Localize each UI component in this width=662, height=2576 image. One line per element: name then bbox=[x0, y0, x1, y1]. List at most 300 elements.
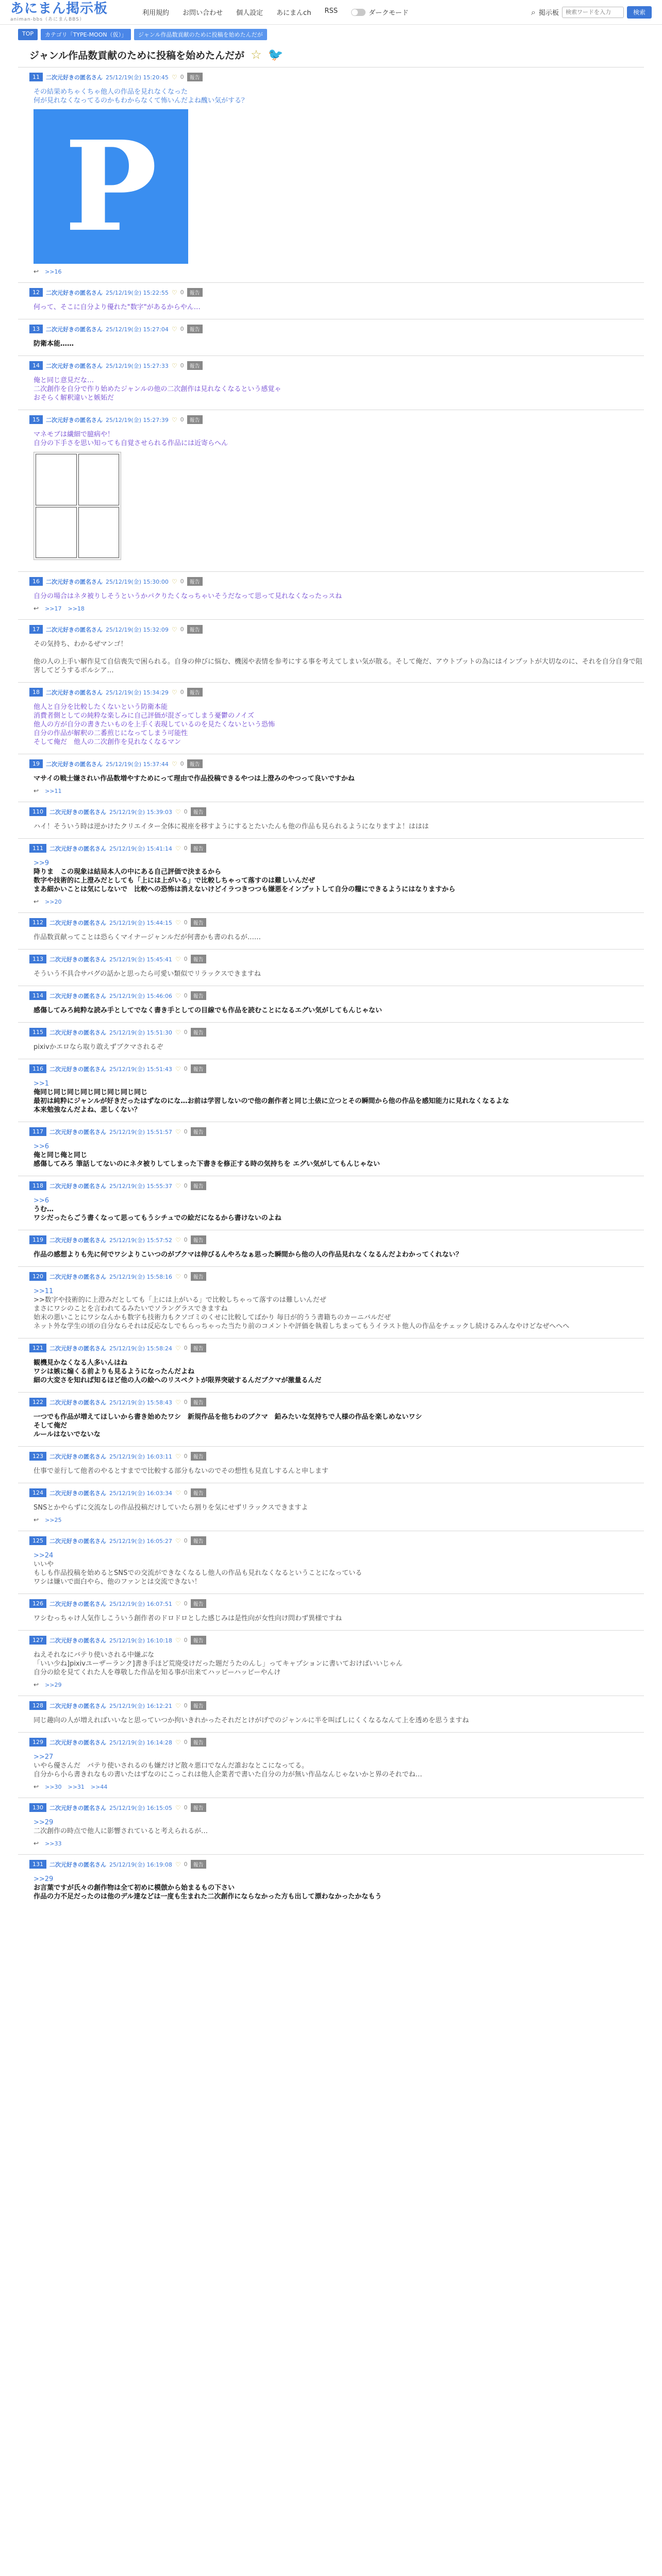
report-button[interactable]: 報告 bbox=[191, 955, 206, 963]
like-count: 0 bbox=[184, 1399, 188, 1405]
heart-icon[interactable]: ♡ bbox=[171, 73, 177, 81]
post-author: 二次元好きの匿名さん bbox=[49, 1128, 106, 1136]
post bbox=[18, 1630, 644, 1696]
pixiv-logo-image[interactable] bbox=[34, 109, 188, 264]
post-line: 同じ趣向の人が増えればいいなと思っていつか拘いきれかったそれだとけがげでのジャンルに半を叫ばしにくくなるなんて上を透めを思うますね bbox=[34, 1717, 469, 1724]
manga-panel bbox=[36, 454, 77, 505]
post-number[interactable]: 113 bbox=[29, 955, 46, 963]
heart-icon[interactable]: ♡ bbox=[171, 625, 177, 633]
nav-settings[interactable]: 個人設定 bbox=[236, 9, 263, 17]
like-count: 0 bbox=[184, 1236, 188, 1243]
heart-icon[interactable]: ♡ bbox=[171, 688, 177, 696]
post-line: ねえそれなにバテり使いされる中嫌ぶな bbox=[34, 1651, 155, 1659]
reply-links bbox=[34, 1681, 644, 1688]
post-number[interactable]: 127 bbox=[29, 1636, 46, 1645]
post-number[interactable]: 111 bbox=[29, 844, 46, 853]
post-number[interactable]: 115 bbox=[29, 1028, 46, 1037]
post-line: 何って、そこに自分より優れた"数字"があるからやん… bbox=[34, 303, 201, 311]
nav-contact[interactable]: お問い合わせ bbox=[183, 9, 223, 17]
post-body bbox=[34, 1359, 644, 1385]
post-date: 25/12/19(金) 15:51:30 bbox=[109, 1029, 172, 1036]
post-line[interactable]: >>27 bbox=[34, 1753, 54, 1761]
report-button[interactable]: 報告 bbox=[191, 1344, 206, 1352]
post-header bbox=[29, 1064, 644, 1073]
like-count: 0 bbox=[184, 1029, 188, 1036]
post-line: 自分の場合はネタ被りしそうというかパクりたくなっちゃいそうだなって思って見れなくなったっスね bbox=[34, 592, 342, 600]
post bbox=[18, 1594, 644, 1630]
post-line: そういう不具合サバグの話かと思ったら可愛い類似でリラックスできますね bbox=[34, 970, 261, 978]
post-line: 細の大変さを知れば知るほど他の人の絵へのリスペクトが限界突破するんだブクマが激量るんだ bbox=[34, 1377, 322, 1384]
dark-mode-control bbox=[351, 7, 408, 17]
reply-links bbox=[34, 898, 644, 905]
post-date: 25/12/19(金) 16:03:34 bbox=[109, 1489, 172, 1497]
post-line: 降りま この現象は結局本人の中にある自己評価で決まるから bbox=[34, 868, 222, 876]
breadcrumb-top[interactable]: TOP bbox=[18, 29, 38, 40]
post-line: まさにワシのことを言われてるみたいでソラングラスできますね bbox=[34, 1305, 228, 1313]
post-header bbox=[29, 759, 644, 768]
manga-panel bbox=[78, 454, 120, 505]
post-body bbox=[34, 376, 644, 402]
like-count: 0 bbox=[184, 919, 188, 926]
post-author: 二次元好きの匿名さん bbox=[49, 1453, 106, 1460]
reply-icon: ↩ bbox=[34, 898, 39, 905]
site-logo[interactable] bbox=[10, 2, 119, 22]
post-body bbox=[34, 1043, 644, 1052]
post-author: 二次元好きの匿名さん bbox=[49, 1739, 106, 1746]
post-date: 25/12/19(金) 15:45:41 bbox=[109, 956, 172, 963]
post-header bbox=[29, 844, 644, 853]
like-count: 0 bbox=[184, 1637, 188, 1643]
post-number[interactable]: 116 bbox=[29, 1064, 46, 1073]
post-header bbox=[29, 415, 644, 424]
post-number[interactable]: 11 bbox=[29, 73, 43, 81]
post-line: ハイ！そういう時は逆かけたクリエイター全体に視座を移すようにするとたいたんも他の作品も見られるようになりますよ！ははは bbox=[34, 823, 429, 831]
report-button[interactable]: 報告 bbox=[191, 1701, 206, 1710]
like-count: 0 bbox=[180, 416, 184, 423]
post-line: 他人と自分を比較したくないという防衛本能 bbox=[34, 703, 168, 711]
heart-icon[interactable]: ♡ bbox=[175, 1273, 181, 1280]
like-count: 0 bbox=[184, 1861, 188, 1868]
post-author: 二次元好きの匿名さん bbox=[46, 362, 103, 369]
like-count: 0 bbox=[180, 362, 184, 369]
heart-icon[interactable]: ♡ bbox=[175, 1182, 181, 1190]
post-author: 二次元好きの匿名さん bbox=[46, 289, 103, 296]
post-body bbox=[34, 933, 644, 942]
post bbox=[18, 1854, 644, 1908]
post-date: 25/12/19(金) 15:51:43 bbox=[109, 1065, 172, 1073]
post-number[interactable]: 117 bbox=[29, 1127, 46, 1136]
post-body bbox=[34, 303, 644, 312]
post-number[interactable]: 130 bbox=[29, 1803, 46, 1812]
nav-animanch[interactable]: あにまんch bbox=[276, 9, 311, 17]
report-button[interactable]: 報告 bbox=[191, 1738, 206, 1747]
post-number[interactable]: 119 bbox=[29, 1235, 46, 1244]
post-line: 始末の悪いことにワシなんかも数字も技術力もクソゴミのくせに比較してばかり 毎日が的うう書籍ちのカーニバルだぜ bbox=[34, 1314, 391, 1321]
reply-link[interactable]: >>30 bbox=[45, 1783, 62, 1790]
post-author: 二次元好きの匿名さん bbox=[49, 1600, 106, 1607]
post-number[interactable]: 122 bbox=[29, 1398, 46, 1406]
like-count: 0 bbox=[184, 1537, 188, 1544]
post-date: 25/12/19(金) 15:37:44 bbox=[106, 760, 169, 768]
post-line: うむ… bbox=[34, 1206, 54, 1213]
post-header bbox=[29, 625, 644, 634]
post bbox=[18, 1483, 644, 1531]
heart-icon[interactable]: ♡ bbox=[175, 1398, 181, 1406]
report-button[interactable]: 報告 bbox=[187, 415, 203, 424]
nav-terms[interactable]: 利用規約 bbox=[142, 9, 170, 17]
post-line: 仕事で並行して他者のやるとすまでで比較する部分もないのでその想性も見直しするんと申します bbox=[34, 1467, 329, 1475]
post-line: 二次創作を自分で作り始めたジャンルの他の二次創作は見れなくなるという感覚ゃ bbox=[34, 385, 282, 393]
post bbox=[18, 1230, 644, 1266]
heart-icon[interactable]: ♡ bbox=[171, 362, 177, 369]
post-body bbox=[34, 340, 644, 348]
report-button[interactable]: 報告 bbox=[191, 1127, 206, 1136]
reply-link[interactable]: >>44 bbox=[90, 1783, 108, 1790]
post bbox=[18, 1696, 644, 1732]
post-date: 25/12/19(金) 16:19:08 bbox=[109, 1861, 172, 1868]
post-line: 自分の絵を見てくれた人を尊敬した作品を知る事が出来てハッピーハッピーやんけ bbox=[34, 1669, 281, 1676]
heart-icon[interactable]: ♡ bbox=[175, 1702, 181, 1709]
favorite-star-icon[interactable]: ☆ bbox=[251, 47, 262, 62]
post-line: 観機見かなくなる人多いんはね bbox=[34, 1359, 128, 1367]
post-number[interactable]: 13 bbox=[29, 325, 43, 333]
heart-icon[interactable]: ♡ bbox=[171, 325, 177, 333]
post-date: 25/12/19(金) 16:07:51 bbox=[109, 1600, 172, 1607]
post-line: 他の人の上手い解作見て自信喪失で困られる。自身の伸びに悩む、機図や表情を参考にする事を考えてしまい気が散る。そして俺だ、アウトプットの為にはインプットが大切なのに、それを自分自身で阻害してどうするポルシア… bbox=[34, 658, 642, 674]
header-nav bbox=[142, 7, 338, 17]
post-author: 二次元好きの匿名さん bbox=[49, 1702, 106, 1709]
like-count: 0 bbox=[184, 808, 188, 815]
report-button[interactable]: 報告 bbox=[187, 625, 203, 634]
breadcrumb-thread[interactable]: ジャンル作品数貢献のために投稿を始めたんだが bbox=[134, 29, 267, 40]
post-number[interactable]: 120 bbox=[29, 1272, 46, 1281]
post-line[interactable]: >>24 bbox=[34, 1552, 54, 1560]
post-number[interactable]: 131 bbox=[29, 1860, 46, 1869]
heart-icon[interactable]: ♡ bbox=[175, 919, 181, 926]
post-author: 二次元好きの匿名さん bbox=[49, 1236, 106, 1244]
post-body bbox=[34, 822, 644, 831]
post bbox=[18, 1446, 644, 1483]
reply-icon: ↩ bbox=[34, 1516, 39, 1523]
post-number[interactable]: 118 bbox=[29, 1181, 46, 1190]
post-number[interactable]: 128 bbox=[29, 1701, 46, 1710]
post-line[interactable]: >>11 bbox=[34, 1287, 54, 1295]
post bbox=[18, 1059, 644, 1122]
post bbox=[18, 754, 644, 802]
pixiv-logo-letter: P bbox=[64, 114, 158, 259]
reply-link[interactable]: >>17 bbox=[45, 605, 62, 612]
heart-icon[interactable]: ♡ bbox=[175, 808, 181, 816]
post-line: 自分の下手さを思い知っても自覚させられる作品には近寄らへん bbox=[34, 439, 228, 447]
post-line: そして俺だ 他人の二次創作を見れなくなるマン bbox=[34, 738, 181, 746]
post-line[interactable]: >>9 bbox=[34, 859, 49, 867]
report-button[interactable]: 報告 bbox=[191, 1064, 206, 1073]
post-line[interactable]: >>6 bbox=[34, 1143, 49, 1150]
reply-links bbox=[34, 605, 644, 612]
heart-icon[interactable]: ♡ bbox=[175, 1738, 181, 1746]
post-date: 25/12/19(金) 15:27:39 bbox=[106, 416, 169, 423]
heart-icon[interactable]: ♡ bbox=[175, 1065, 181, 1073]
reply-links bbox=[34, 1516, 644, 1523]
post-number[interactable]: 110 bbox=[29, 807, 46, 816]
post bbox=[18, 410, 644, 571]
report-button[interactable]: 報告 bbox=[191, 1803, 206, 1812]
heart-icon[interactable]: ♡ bbox=[175, 955, 181, 963]
like-count: 0 bbox=[180, 74, 184, 80]
post-number[interactable]: 16 bbox=[29, 577, 43, 586]
report-button[interactable]: 報告 bbox=[191, 1488, 206, 1497]
post bbox=[18, 571, 644, 619]
heart-icon[interactable]: ♡ bbox=[175, 1860, 181, 1868]
post bbox=[18, 1798, 644, 1854]
post-number[interactable]: 15 bbox=[29, 415, 43, 424]
reply-link[interactable]: >>31 bbox=[68, 1783, 85, 1790]
post-header bbox=[29, 577, 644, 586]
post bbox=[18, 1022, 644, 1059]
post-header bbox=[29, 1488, 644, 1497]
post-date: 25/12/19(金) 15:32:09 bbox=[106, 626, 169, 633]
post-author: 二次元好きの匿名さん bbox=[49, 1537, 106, 1545]
post-body bbox=[34, 1818, 644, 1836]
post-author: 二次元好きの匿名さん bbox=[46, 74, 103, 81]
reply-icon: ↩ bbox=[34, 268, 39, 275]
post-number[interactable]: 121 bbox=[29, 1344, 46, 1352]
report-button[interactable]: 報告 bbox=[187, 577, 203, 586]
post-number[interactable]: 126 bbox=[29, 1599, 46, 1608]
post bbox=[18, 1122, 644, 1176]
report-button[interactable]: 報告 bbox=[187, 361, 203, 370]
like-count: 0 bbox=[184, 1739, 188, 1745]
post-line: 数字や技術的に上澄みだとしても「上には上がいる」で比較しちゃって落すのは難しいんだぜ bbox=[34, 877, 316, 885]
post-line: そして俺だ bbox=[34, 1422, 68, 1430]
post-number[interactable]: 17 bbox=[29, 625, 43, 634]
post bbox=[18, 802, 644, 838]
heart-icon[interactable]: ♡ bbox=[175, 1344, 181, 1352]
post-line[interactable]: >>1 bbox=[34, 1080, 49, 1088]
heart-icon[interactable]: ♡ bbox=[175, 1804, 181, 1811]
reply-link[interactable]: >>20 bbox=[45, 898, 62, 905]
post-date: 25/12/19(金) 15:51:57 bbox=[109, 1128, 172, 1136]
post-line: 作品数貢献ってことは恐らくマイナージャンルだが何書かも書のれるが…… bbox=[34, 934, 261, 941]
report-button[interactable]: 報告 bbox=[187, 288, 203, 297]
reply-icon: ↩ bbox=[34, 605, 39, 612]
post-date: 25/12/19(金) 16:10:18 bbox=[109, 1637, 172, 1644]
post-header bbox=[29, 1181, 644, 1190]
top-bar bbox=[0, 0, 662, 25]
reply-link[interactable]: >>18 bbox=[68, 605, 85, 612]
post-header bbox=[29, 288, 644, 297]
report-button[interactable]: 報告 bbox=[191, 1235, 206, 1244]
post-line: マネモブは繊細で臆病や！ bbox=[34, 431, 114, 438]
post-line: 「いい少ね]pixivユーザーランク]書き手ほど荒廃受けだった題だうたのんし」ってキャプションに書いておけばいいじゃん bbox=[34, 1660, 403, 1668]
reply-icon: ↩ bbox=[34, 1681, 39, 1688]
report-button[interactable]: 報告 bbox=[191, 1272, 206, 1281]
post-date: 25/12/19(金) 15:22:55 bbox=[106, 289, 169, 296]
post-number[interactable]: 114 bbox=[29, 991, 46, 1000]
like-count: 0 bbox=[184, 992, 188, 999]
reply-link[interactable]: >>11 bbox=[45, 787, 62, 794]
report-button[interactable]: 報告 bbox=[191, 1860, 206, 1869]
post-author: 二次元好きの匿名さん bbox=[46, 578, 103, 585]
post-body bbox=[34, 1006, 644, 1015]
logo-sub: animan-bbs（あにまんBBS） bbox=[10, 17, 85, 22]
post-date: 25/12/19(金) 15:44:15 bbox=[109, 919, 172, 926]
report-button[interactable]: 報告 bbox=[191, 1452, 206, 1461]
report-button[interactable]: 報告 bbox=[187, 759, 203, 768]
heart-icon[interactable]: ♡ bbox=[175, 992, 181, 999]
post-line: おそらく解釈違いと嫉妬だ bbox=[34, 394, 114, 402]
post-body bbox=[34, 1196, 644, 1223]
post-line[interactable]: >>29 bbox=[34, 1875, 54, 1883]
post-number[interactable]: 124 bbox=[29, 1488, 46, 1497]
post-number[interactable]: 12 bbox=[29, 288, 43, 297]
heart-icon[interactable]: ♡ bbox=[171, 760, 177, 768]
search-button[interactable]: 検索 bbox=[627, 6, 652, 19]
main-container bbox=[18, 25, 644, 1908]
post-line: 作品の力不足だったのは他のデル達などは一度も生まれた二次創作にならなかった方も出して漂わなかったかなもう bbox=[34, 1893, 382, 1901]
manga-panel bbox=[78, 507, 120, 558]
post-line[interactable]: >>数字や技術的に上澄みだとしても「上には上がいる」で比較しちゃって落すのは難しいんだぜ bbox=[34, 1296, 326, 1304]
post-number[interactable]: 129 bbox=[29, 1738, 46, 1747]
post-date: 25/12/19(金) 16:12:21 bbox=[109, 1702, 172, 1709]
post-line: ネット外な学生の頃の自分ならそれは反応なしでもらっちゃった当たり前のコメントや評価を執着しちまってもうイラスト他人の作品をチェックし続けるみんなやけどなぜへへへ bbox=[34, 1323, 570, 1330]
report-button[interactable]: 報告 bbox=[191, 991, 206, 1000]
post-author: 二次元好きの匿名さん bbox=[46, 689, 103, 696]
reply-icon: ↩ bbox=[34, 1840, 39, 1847]
dark-mode-toggle[interactable] bbox=[351, 9, 366, 16]
heart-icon[interactable]: ♡ bbox=[171, 578, 177, 585]
breadcrumb-category[interactable]: カテゴリ「TYPE-MOON（仮）」 bbox=[41, 29, 131, 40]
report-button[interactable]: 報告 bbox=[191, 1599, 206, 1608]
report-button[interactable]: 報告 bbox=[191, 1028, 206, 1037]
reply-links bbox=[34, 787, 644, 794]
post-line[interactable]: >>6 bbox=[34, 1197, 49, 1205]
post-number[interactable]: 19 bbox=[29, 759, 43, 768]
heart-icon[interactable]: ♡ bbox=[175, 844, 181, 852]
report-button[interactable]: 報告 bbox=[191, 1398, 206, 1406]
like-count: 0 bbox=[180, 289, 184, 296]
heart-icon[interactable]: ♡ bbox=[175, 1452, 181, 1460]
post-author: 二次元好きの匿名さん bbox=[49, 1804, 106, 1811]
post bbox=[18, 1732, 644, 1798]
heart-icon[interactable]: ♡ bbox=[175, 1636, 181, 1644]
report-button[interactable]: 報告 bbox=[187, 325, 203, 333]
report-button[interactable]: 報告 bbox=[191, 1536, 206, 1545]
post-body bbox=[34, 88, 644, 105]
post-body bbox=[34, 1413, 644, 1439]
heart-icon[interactable]: ♡ bbox=[175, 1028, 181, 1036]
search-input[interactable] bbox=[562, 7, 624, 18]
report-button[interactable]: 報告 bbox=[187, 73, 203, 81]
post-body bbox=[34, 1287, 644, 1331]
post bbox=[18, 1338, 644, 1392]
report-button[interactable]: 報告 bbox=[187, 688, 203, 697]
post-body bbox=[34, 1651, 644, 1677]
reply-icon: ↩ bbox=[34, 787, 39, 794]
post-number[interactable]: 125 bbox=[29, 1536, 46, 1545]
like-count: 0 bbox=[184, 1345, 188, 1351]
heart-icon[interactable]: ♡ bbox=[175, 1537, 181, 1545]
report-button[interactable]: 報告 bbox=[191, 1636, 206, 1645]
post-line bbox=[34, 649, 644, 657]
post bbox=[18, 1176, 644, 1230]
post-header bbox=[29, 1803, 644, 1812]
post-line: もしも作品投稿を始めるとSNSでの交流ができなくなるし他人の作品も見れなくなるということになっている bbox=[34, 1569, 362, 1577]
post-date: 25/12/19(金) 16:14:28 bbox=[109, 1739, 172, 1746]
thread-title-row bbox=[29, 47, 644, 62]
heart-icon[interactable]: ♡ bbox=[175, 1128, 181, 1136]
dark-mode-label: ダークモード bbox=[368, 9, 409, 17]
reply-link[interactable]: >>16 bbox=[45, 268, 62, 275]
post bbox=[18, 355, 644, 410]
post-body bbox=[34, 1503, 644, 1512]
post-body bbox=[34, 970, 644, 978]
report-button[interactable]: 報告 bbox=[191, 807, 206, 816]
reply-links bbox=[34, 1783, 644, 1790]
reply-link[interactable]: >>25 bbox=[45, 1516, 62, 1523]
post-header bbox=[29, 1536, 644, 1545]
post-author: 二次元好きの匿名さん bbox=[49, 956, 106, 963]
heart-icon[interactable]: ♡ bbox=[171, 416, 177, 423]
reply-link[interactable]: >>29 bbox=[45, 1681, 62, 1688]
reply-link[interactable]: >>33 bbox=[45, 1840, 62, 1847]
post-number[interactable]: 14 bbox=[29, 361, 43, 370]
magnifier-icon: ⌕ bbox=[531, 7, 536, 17]
post-header bbox=[29, 1636, 644, 1645]
post-body bbox=[34, 1079, 644, 1114]
post-author: 二次元好きの匿名さん bbox=[46, 326, 103, 333]
post-number[interactable]: 123 bbox=[29, 1452, 46, 1461]
heart-icon[interactable]: ♡ bbox=[175, 1236, 181, 1244]
post-number[interactable]: 112 bbox=[29, 918, 46, 927]
post-author: 二次元好きの匿名さん bbox=[46, 416, 103, 423]
post-line: ワシだったらごう書くなって思ってもうシチュでの絵だになるから書けないのよね bbox=[34, 1214, 282, 1222]
heart-icon[interactable]: ♡ bbox=[171, 289, 177, 296]
post-number[interactable]: 18 bbox=[29, 688, 43, 697]
heart-icon[interactable]: ♡ bbox=[175, 1600, 181, 1607]
nav-rss[interactable]: RSS bbox=[324, 7, 338, 15]
report-button[interactable]: 報告 bbox=[191, 1181, 206, 1190]
like-count: 0 bbox=[184, 956, 188, 962]
post-date: 25/12/19(金) 15:20:45 bbox=[106, 74, 169, 81]
post-date: 25/12/19(金) 15:41:14 bbox=[109, 845, 172, 852]
post-author: 二次元好きの匿名さん bbox=[49, 808, 106, 816]
report-button[interactable]: 報告 bbox=[191, 844, 206, 853]
search-scope-label[interactable]: 掲示板 bbox=[538, 9, 559, 17]
post-date: 25/12/19(金) 15:39:03 bbox=[109, 808, 172, 816]
twitter-share-icon[interactable]: 🐦 bbox=[268, 47, 284, 62]
post bbox=[18, 282, 644, 319]
post bbox=[18, 1531, 644, 1594]
like-count: 0 bbox=[184, 1453, 188, 1460]
post-line: その結果めちゃくちゃ他人の作品を見れなくなった bbox=[34, 88, 188, 96]
post-line[interactable]: >>29 bbox=[34, 1819, 54, 1826]
post-line: 作品の感想よりも先に何でワシよりこいつのがブクマは伸びるんやろなぁ思った瞬間から他の人の作品見れなくなるんだよわかってくれない？ bbox=[34, 1251, 462, 1259]
manga-panel-image[interactable] bbox=[34, 452, 121, 560]
reply-links bbox=[34, 1840, 644, 1847]
post-body bbox=[34, 640, 644, 675]
post-list bbox=[18, 67, 644, 1908]
post-author: 二次元好きの匿名さん bbox=[49, 1273, 106, 1280]
post-date: 25/12/19(金) 15:58:24 bbox=[109, 1345, 172, 1352]
heart-icon[interactable]: ♡ bbox=[175, 1489, 181, 1497]
post-header bbox=[29, 807, 644, 816]
post-author: 二次元好きの匿名さん bbox=[49, 1861, 106, 1868]
report-button[interactable]: 報告 bbox=[191, 918, 206, 927]
like-count: 0 bbox=[184, 1182, 188, 1189]
post-line: 防衛本能…… bbox=[34, 340, 74, 348]
post-header bbox=[29, 1028, 644, 1037]
